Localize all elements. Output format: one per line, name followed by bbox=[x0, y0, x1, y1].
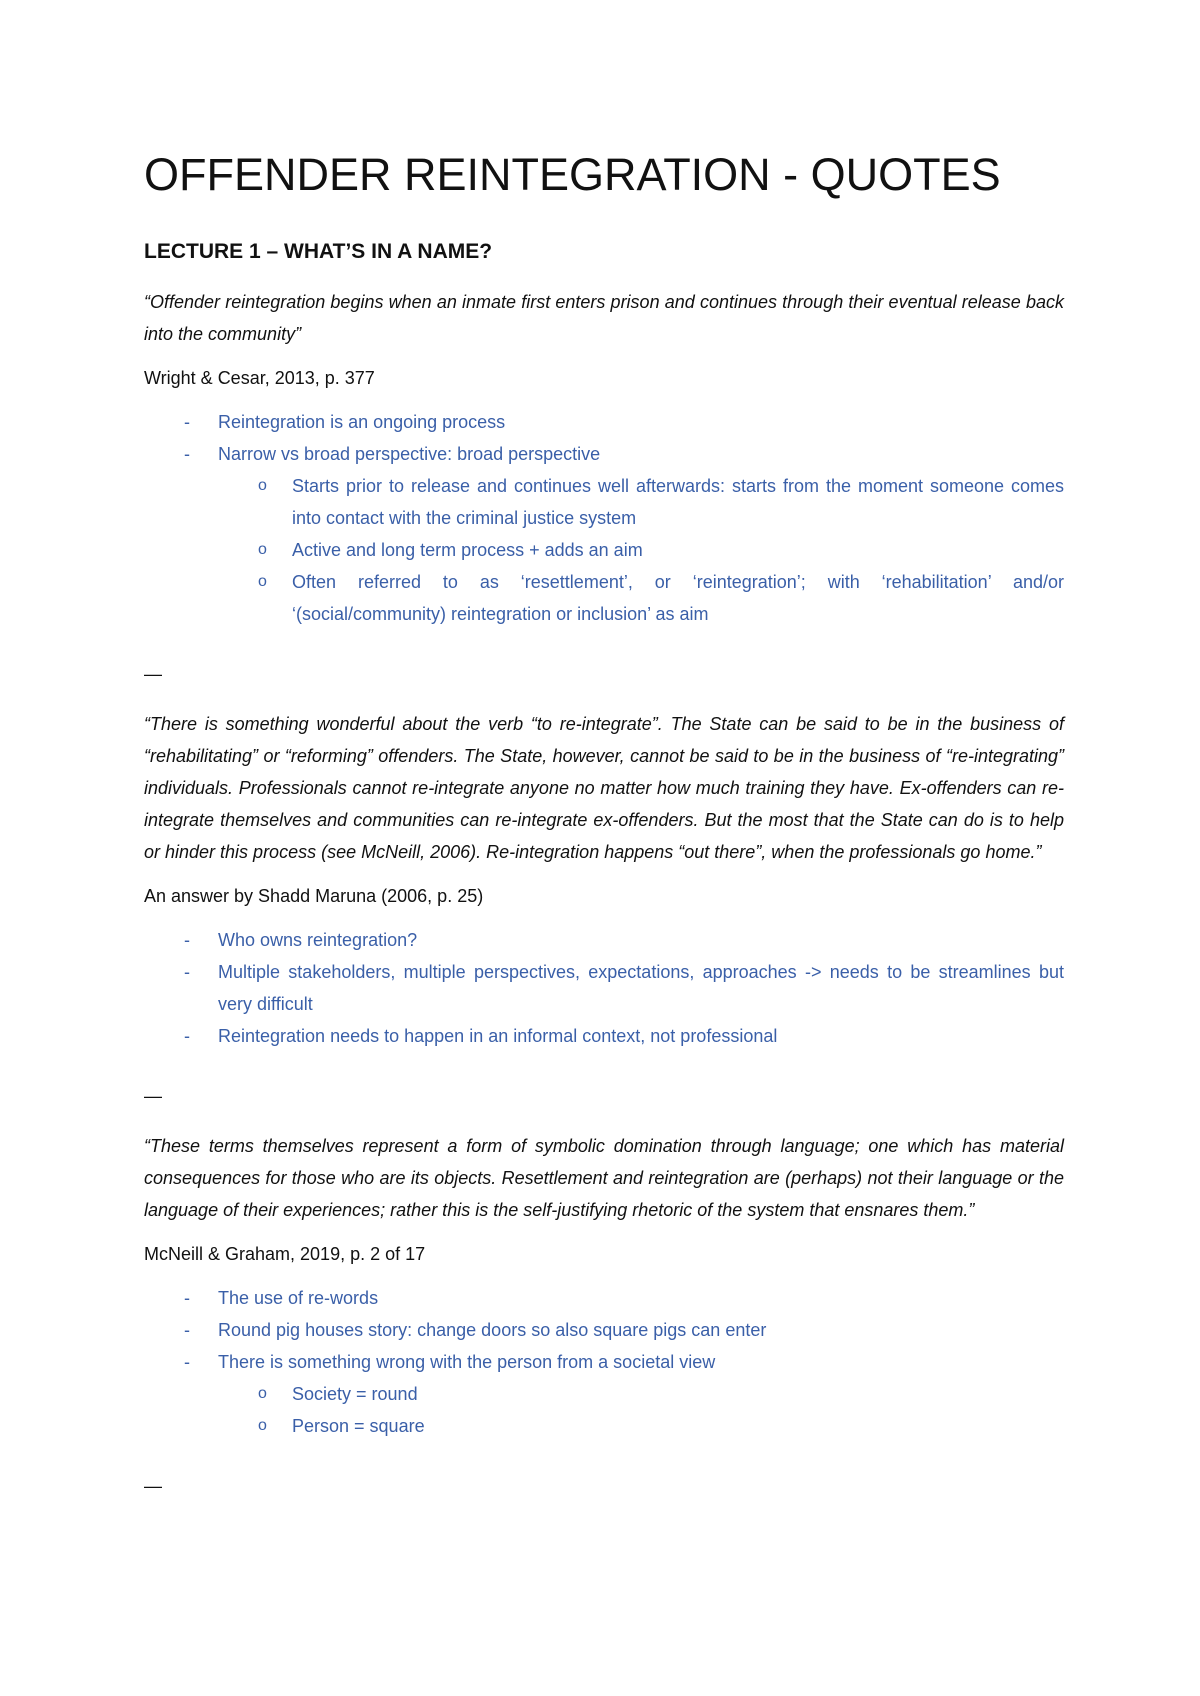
bullet-dash: - bbox=[184, 443, 190, 464]
note-text: Reintegration needs to happen in an informal context, not professional bbox=[218, 1025, 778, 1046]
note-text: Reintegration is an ongoing process bbox=[218, 411, 506, 432]
note-text: The use of re-words bbox=[218, 1287, 379, 1308]
section-separator: — bbox=[144, 1475, 162, 1496]
bullet-dash: - bbox=[184, 1025, 190, 1046]
bullet-dash: - bbox=[184, 961, 190, 982]
bullet-dash: - bbox=[184, 411, 190, 432]
sub-note-item bbox=[218, 534, 1064, 566]
bullet-circle: o bbox=[258, 572, 267, 590]
sub-note-text: Person = square bbox=[292, 1415, 425, 1436]
quote-text: “There is something wonderful about the verb “to re-integrate”. The State can be said to be in the business of “rehabilitating” or “reforming” offenders. The State, however, cannot be said to be in the business of “re-integrating” individuals. Professionals cannot re-integrate anyone no matter how much training they have. Ex-offenders can re-integrate themselves and communities can re-integrate ex-offenders. But the most that the State can do is to help or hinder this process (see McNeill, 2006). Re-integration happens “out there”, when the professionals go home.” bbox=[144, 713, 1064, 862]
citation: An answer by Shadd Maruna (2006, p. 25) bbox=[144, 885, 484, 906]
citation: McNeill & Graham, 2019, p. 2 of 17 bbox=[144, 1243, 426, 1264]
notes-list bbox=[144, 406, 1064, 630]
section-separator: — bbox=[144, 1085, 162, 1106]
document-title: OFFENDER REINTEGRATION - QUOTES bbox=[144, 149, 1001, 200]
note-item bbox=[144, 1282, 1064, 1314]
note-item bbox=[144, 438, 1064, 630]
note-item bbox=[144, 956, 1064, 1020]
bullet-dash: - bbox=[184, 1319, 190, 1340]
notes-list bbox=[144, 924, 1064, 1052]
sub-note-text: Often referred to as ‘resettlement’, or ‘reintegration’; with ‘rehabilitation’ and/or ‘(social/community) reintegration or inclusion’ as aim bbox=[292, 571, 1064, 624]
note-text: Who owns reintegration? bbox=[218, 929, 418, 950]
sub-note-item bbox=[218, 566, 1064, 630]
notes-list bbox=[144, 1282, 1064, 1442]
bullet-dash: - bbox=[184, 929, 190, 950]
note-item bbox=[144, 406, 1064, 438]
sections-container bbox=[144, 286, 1064, 1500]
note-text: Multiple stakeholders, multiple perspectives, expectations, approaches -> needs to be streamlines but very difficult bbox=[218, 961, 1064, 1014]
sub-note-text: Starts prior to release and continues well afterwards: starts from the moment someone comes into contact with the criminal justice system bbox=[292, 475, 1064, 528]
bullet-circle: o bbox=[258, 1416, 267, 1434]
sub-notes-list bbox=[218, 1378, 1064, 1442]
bullet-circle: o bbox=[258, 1384, 267, 1402]
note-text: Narrow vs broad perspective: broad perspective bbox=[218, 443, 601, 464]
quote-text: “Offender reintegration begins when an inmate first enters prison and continues through their eventual release back into the community” bbox=[144, 291, 1064, 344]
sub-note-text: Society = round bbox=[292, 1383, 418, 1404]
quote-text: “These terms themselves represent a form of symbolic domination through language; one which has material consequences for those who are its objects. Resettlement and reintegration are (perhaps) not their language or the language of their experiences; rather this is the self-justifying rhetoric of the system that ensnares them.” bbox=[144, 1135, 1064, 1220]
sub-note-item bbox=[218, 1378, 1064, 1410]
bullet-circle: o bbox=[258, 540, 267, 558]
note-item bbox=[144, 924, 1064, 956]
sub-note-item bbox=[218, 470, 1064, 534]
bullet-dash: - bbox=[184, 1287, 190, 1308]
sub-note-text: Active and long term process + adds an aim bbox=[292, 539, 643, 560]
lecture-heading: LECTURE 1 – WHAT’S IN A NAME? bbox=[144, 239, 493, 263]
section-separator: — bbox=[144, 663, 162, 684]
note-text: There is something wrong with the person from a societal view bbox=[218, 1351, 716, 1372]
bullet-dash: - bbox=[184, 1351, 190, 1372]
note-text: Round pig houses story: change doors so also square pigs can enter bbox=[218, 1319, 767, 1340]
sub-notes-list bbox=[218, 470, 1064, 630]
bullet-circle: o bbox=[258, 476, 267, 494]
sub-note-item bbox=[218, 1410, 1064, 1442]
note-item bbox=[144, 1020, 1064, 1052]
citation: Wright & Cesar, 2013, p. 377 bbox=[144, 367, 375, 388]
note-item bbox=[144, 1314, 1064, 1346]
note-item bbox=[144, 1346, 1064, 1442]
